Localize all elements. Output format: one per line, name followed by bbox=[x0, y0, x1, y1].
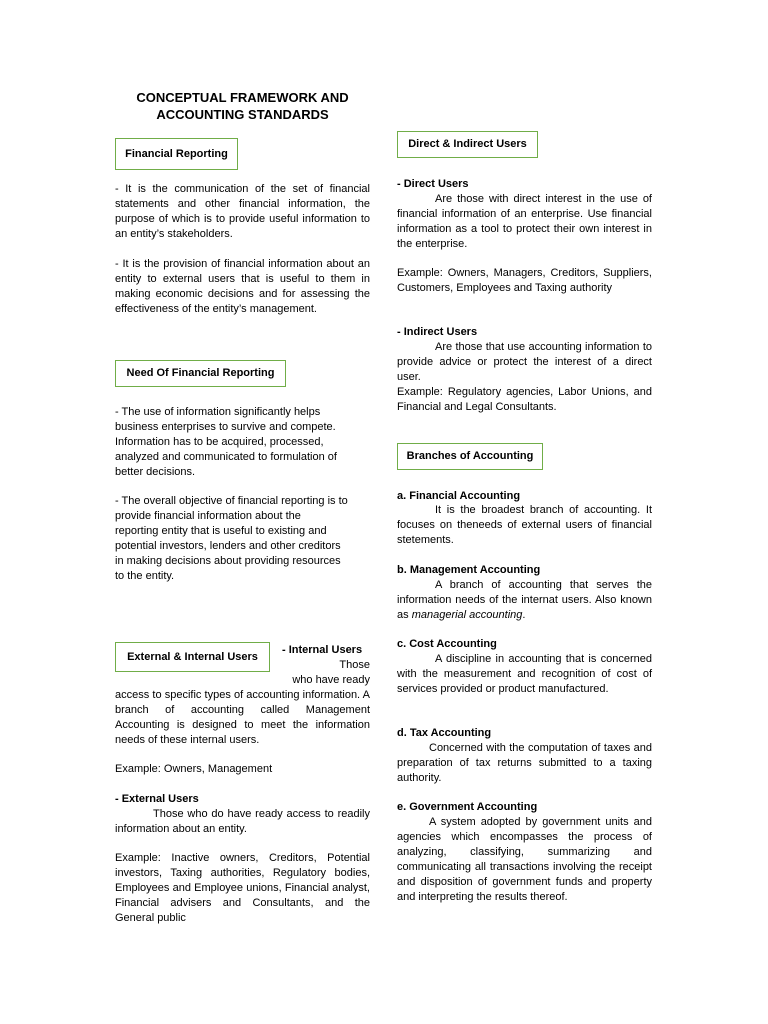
need-p1-line: - The use of information significantly helps bbox=[115, 406, 321, 418]
financial-reporting-paragraph-2: - It is the provision of financial information about an entity to external users that is useful to them in making economic decisions and for assessing the effectiveness of the entity’s management. bbox=[115, 258, 370, 315]
branch-body-management-italic: managerial accounting bbox=[411, 609, 523, 621]
need-paragraph-1 bbox=[115, 405, 373, 480]
internal-users-example: Example: Owners, Management bbox=[115, 763, 273, 775]
direct-users-label: - Direct Users bbox=[397, 178, 469, 190]
indirect-users-body: Are those that use accounting information to provide advice or protect the interest of a direct user. bbox=[397, 341, 652, 383]
need-p1-line: analyzed and communicated to formulation of bbox=[115, 451, 337, 463]
internal-users-label: - Internal Users bbox=[282, 644, 363, 656]
direct-users-body-block bbox=[397, 192, 652, 252]
direct-users-example: Example: Owners, Managers, Creditors, Suppliers, Customers, Employees and Taxing authority bbox=[397, 267, 652, 294]
indirect-users-body-block bbox=[397, 340, 652, 385]
need-p2-line: provide financial information about the bbox=[115, 510, 301, 522]
branch-body-tax-block bbox=[397, 741, 652, 786]
need-p2-line: reporting entity that is useful to existing and bbox=[115, 525, 327, 537]
title-line-1: CONCEPTUAL FRAMEWORK AND bbox=[136, 90, 349, 105]
internal-users-line-2: who have ready bbox=[292, 674, 370, 686]
title-line-2: ACCOUNTING STANDARDS bbox=[156, 107, 329, 122]
branch-body-cost-block bbox=[397, 652, 652, 697]
branch-body-government-block bbox=[397, 815, 652, 905]
need-p2-line: to the entity. bbox=[115, 570, 175, 582]
external-users-label: - External Users bbox=[115, 793, 199, 805]
external-users-example: Example: Inactive owners, Creditors, Potential investors, Taxing authorities, Regulatory bodies, Employees and Employee unions, Financial analyst, Financial advisers and Consultants, and the General public bbox=[115, 852, 370, 924]
branch-body-management-tail: . bbox=[522, 609, 526, 621]
branch-body-management-block bbox=[397, 578, 652, 623]
branch-label-government: e. Government Accounting bbox=[397, 801, 538, 813]
external-internal-users-heading: External & Internal Users bbox=[115, 642, 270, 672]
branch-body-government: A system adopted by government units and agencies which encompasses the process of analyzing, classifying, summarizing and communicating all transactions involving the receipt and disposition of government funds and property and interpreting the results thereof. bbox=[397, 816, 652, 903]
direct-indirect-users-heading: Direct & Indirect Users bbox=[397, 131, 538, 158]
page-title bbox=[115, 89, 370, 123]
external-users-body: Those who do have ready access to readily information about an entity. bbox=[115, 808, 370, 835]
branch-label-management: b. Management Accounting bbox=[397, 564, 541, 576]
branch-body-cost: A discipline in accounting that is concerned with the measurement and recognition of cost of services provided or product manufactured. bbox=[397, 653, 652, 695]
need-p2-line: in making decisions about providing resources bbox=[115, 555, 341, 567]
need-p1-line: better decisions. bbox=[115, 466, 196, 478]
branch-label-cost: c. Cost Accounting bbox=[397, 638, 497, 650]
internal-users-line-1: Those bbox=[339, 659, 370, 671]
branch-body-tax: Concerned with the computation of taxes and preparation of tax returns submitted to a taxing authority. bbox=[397, 742, 652, 784]
need-p2-line: potential investors, lenders and other creditors bbox=[115, 540, 341, 552]
direct-users-body: Are those with direct interest in the use of financial information of an enterprise. Use financial information as a tool to protect their own interest in the enterprise. bbox=[397, 193, 652, 250]
branch-body-financial-block bbox=[397, 503, 652, 548]
internal-users-body: access to specific types of accounting information. A branch of accounting called Management Accounting is designed to meet the information needs of these internal users. bbox=[115, 689, 370, 746]
indirect-users-label: - Indirect Users bbox=[397, 326, 478, 338]
indirect-users-example: Example: Regulatory agencies, Labor Unions, and Financial and Legal Consultants. bbox=[397, 386, 652, 413]
need-p1-line: Information has to be acquired, processed, bbox=[115, 436, 324, 448]
need-p2-line: - The overall objective of financial reporting is to bbox=[115, 495, 348, 507]
branch-label-tax: d. Tax Accounting bbox=[397, 727, 492, 739]
need-paragraph-2 bbox=[115, 494, 373, 584]
branches-of-accounting-heading: Branches of Accounting bbox=[397, 443, 543, 470]
financial-reporting-heading: Financial Reporting bbox=[115, 138, 238, 170]
branch-body-management: A branch of accounting that serves the information needs of the internat users. Also known as bbox=[397, 579, 652, 621]
need-p1-line: business enterprises to survive and compete. bbox=[115, 421, 336, 433]
external-users-body-block bbox=[115, 807, 370, 837]
financial-reporting-paragraph-1: - It is the communication of the set of financial statements and other financial information, the purpose of which is to provide useful information to an entity’s stakeholders. bbox=[115, 183, 370, 240]
branch-label-financial: a. Financial Accounting bbox=[397, 490, 521, 502]
need-of-financial-reporting-heading: Need Of Financial Reporting bbox=[115, 360, 286, 387]
branch-body-financial: It is the broadest branch of accounting. It focuses on theneeds of external users of financial stetements. bbox=[397, 504, 652, 546]
